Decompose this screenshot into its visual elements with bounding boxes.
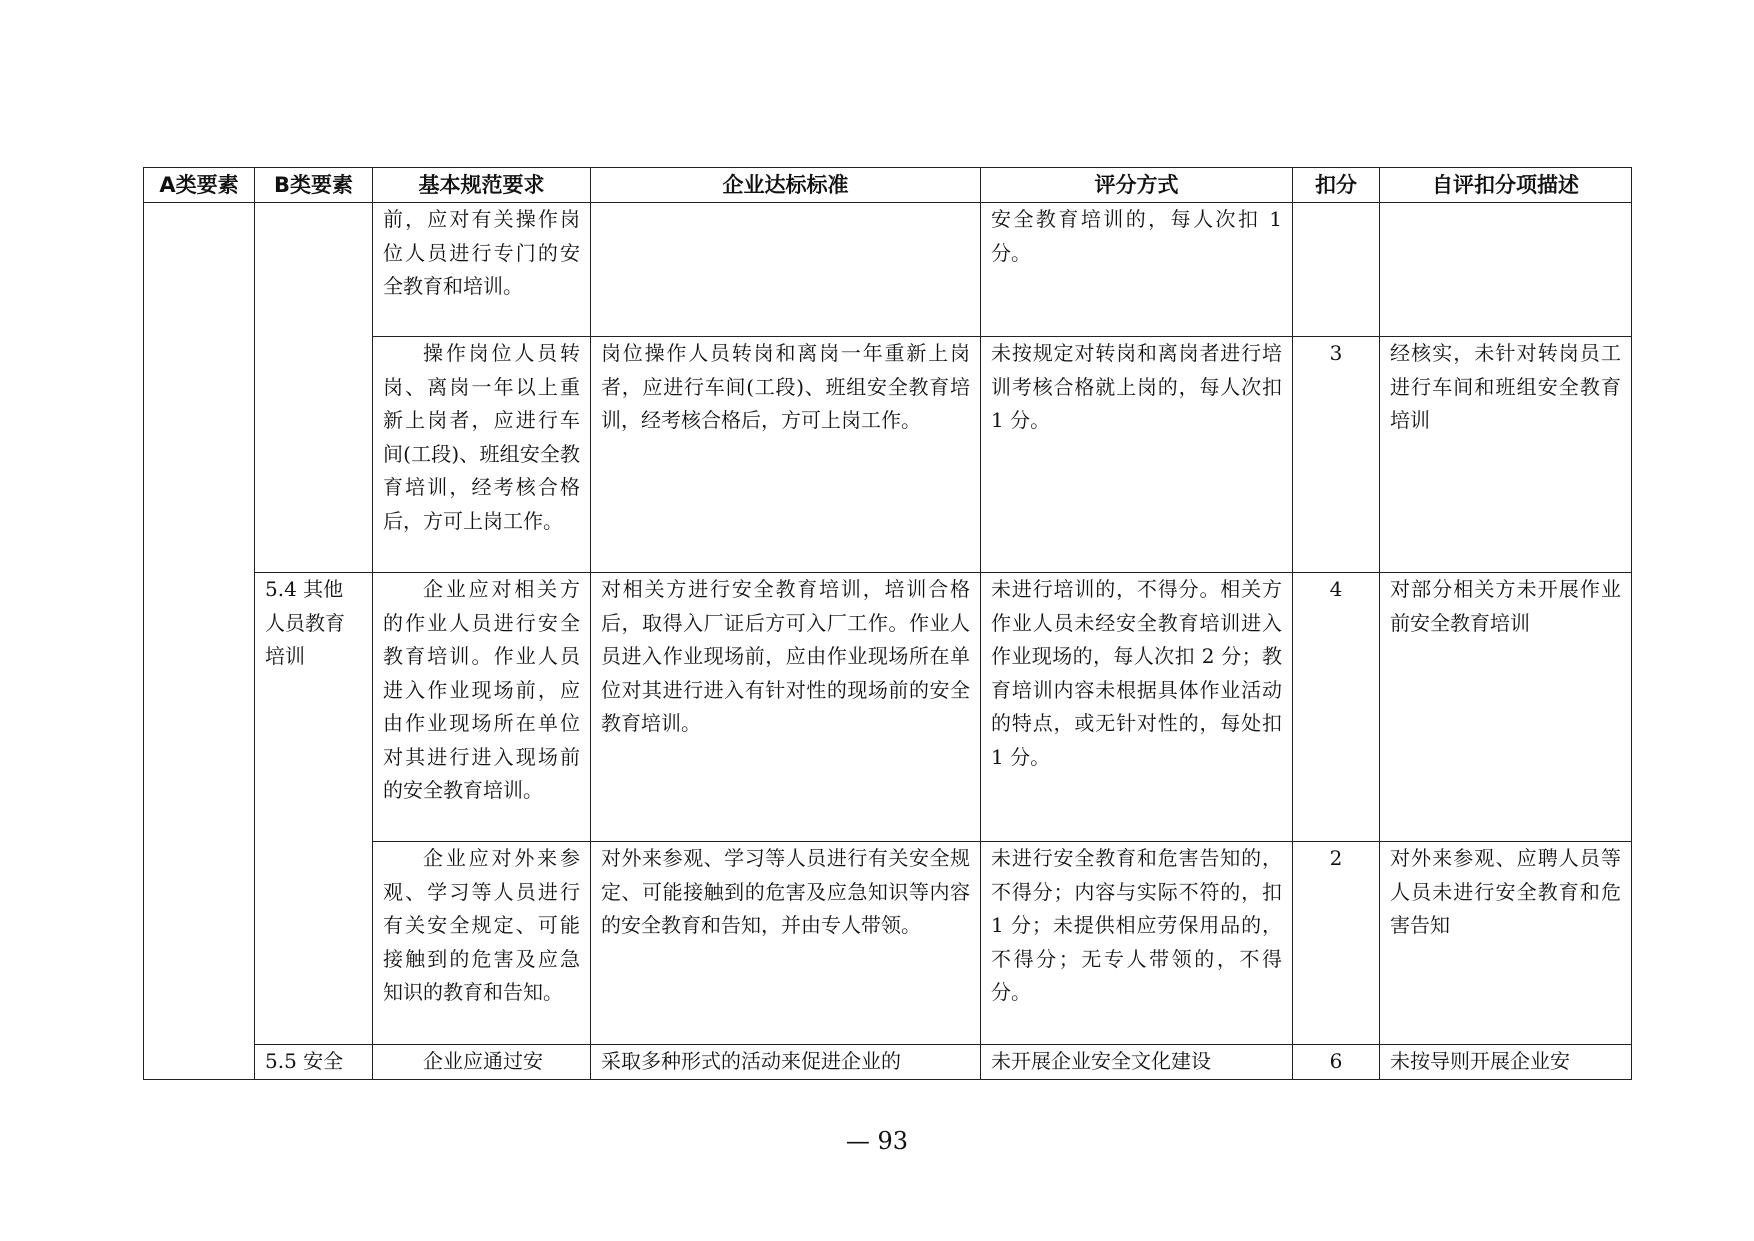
requirement-cell: 操作岗位人员转岗、离岗一年以上重新上岗者，应进行车间(工段)、班组安全教育培训，经考核合格后，方可上岗工作。: [383, 341, 580, 533]
scoring-cell: 未进行安全教育和危害告知的，不得分；内容与实际不符的，扣 1 分；未提供相应劳保用品的，不得分；无专人带领的，不得分。: [981, 842, 1293, 1045]
standards-table: [143, 167, 1632, 1080]
requirement-cell: 企业应通过安: [423, 1049, 543, 1073]
description-cell: [1380, 203, 1632, 337]
requirement-cell: 企业应对外来参观、学习等人员进行有关安全规定、可能接触到的危害及应急知识的教育和告知。: [383, 846, 580, 1004]
header-scoring: 评分方式: [981, 168, 1293, 203]
description-cell: 对部分相关方未开展作业前安全教育培训: [1380, 573, 1632, 842]
deduction-cell: [1293, 203, 1380, 337]
b-element-cell: [255, 203, 373, 573]
table-row: [144, 203, 1632, 337]
b-element-cell: 5.5 安全: [255, 1045, 373, 1080]
page-number: — 93: [845, 1127, 909, 1155]
deduction-cell: 2: [1293, 842, 1380, 1045]
requirement-cell: 前，应对有关操作岗位人员进行专门的安全教育和培训。: [373, 203, 591, 337]
standard-cell: 对相关方进行安全教育培训，培训合格后，取得入厂证后方可入厂工作。作业人员进入作业现场前，应由作业现场所在单位对其进行进入有针对性的现场前的安全教育培训。: [591, 573, 981, 842]
b-element-cell: 5.4 其他人员教育培训: [255, 573, 373, 1045]
table-row: [144, 573, 1632, 842]
deduction-cell: 6: [1293, 1045, 1380, 1080]
a-element-cell: [144, 203, 255, 1080]
table-header-row: [144, 168, 1632, 203]
standard-cell: 岗位操作人员转岗和离岗一年重新上岗者，应进行车间(工段)、班组安全教育培训，经考核合格后，方可上岗工作。: [591, 337, 981, 573]
description-cell: 经核实，未针对转岗员工进行车间和班组安全教育培训: [1380, 337, 1632, 573]
standard-cell: 采取多种形式的活动来促进企业的: [591, 1045, 981, 1080]
deduction-cell: 3: [1293, 337, 1380, 573]
table-row: [144, 1045, 1632, 1080]
header-a-element: A类要素: [144, 168, 255, 203]
description-cell: 未按导则开展企业安: [1380, 1045, 1632, 1080]
description-cell: 对外来参观、应聘人员等人员未进行安全教育和危害告知: [1380, 842, 1632, 1045]
header-deduction: 扣分: [1293, 168, 1380, 203]
header-b-element: B类要素: [255, 168, 373, 203]
standard-cell: 对外来参观、学习等人员进行有关安全规定、可能接触到的危害及应急知识等内容的安全教育和告知，并由专人带领。: [591, 842, 981, 1045]
requirement-cell: 企业应对相关方的作业人员进行安全教育培训。作业人员进入作业现场前，应由作业现场所在单位对其进行进入现场前的安全教育培训。: [383, 577, 580, 802]
scoring-cell: 未进行培训的，不得分。相关方作业人员未经安全教育培训进入作业现场的，每人次扣 2 分；教育培训内容未根据具体作业活动的特点，或无针对性的，每处扣 1 分。: [981, 573, 1293, 842]
header-description: 自评扣分项描述: [1380, 168, 1632, 203]
deduction-cell: 4: [1293, 573, 1380, 842]
standard-cell: [591, 203, 981, 337]
scoring-cell: 安全教育培训的，每人次扣 1 分。: [981, 203, 1293, 337]
header-requirement: 基本规范要求: [373, 168, 591, 203]
header-standard: 企业达标标准: [591, 168, 981, 203]
scoring-cell: 未开展企业安全文化建设: [981, 1045, 1293, 1080]
scoring-cell: 未按规定对转岗和离岗者进行培训考核合格就上岗的，每人次扣 1 分。: [981, 337, 1293, 573]
